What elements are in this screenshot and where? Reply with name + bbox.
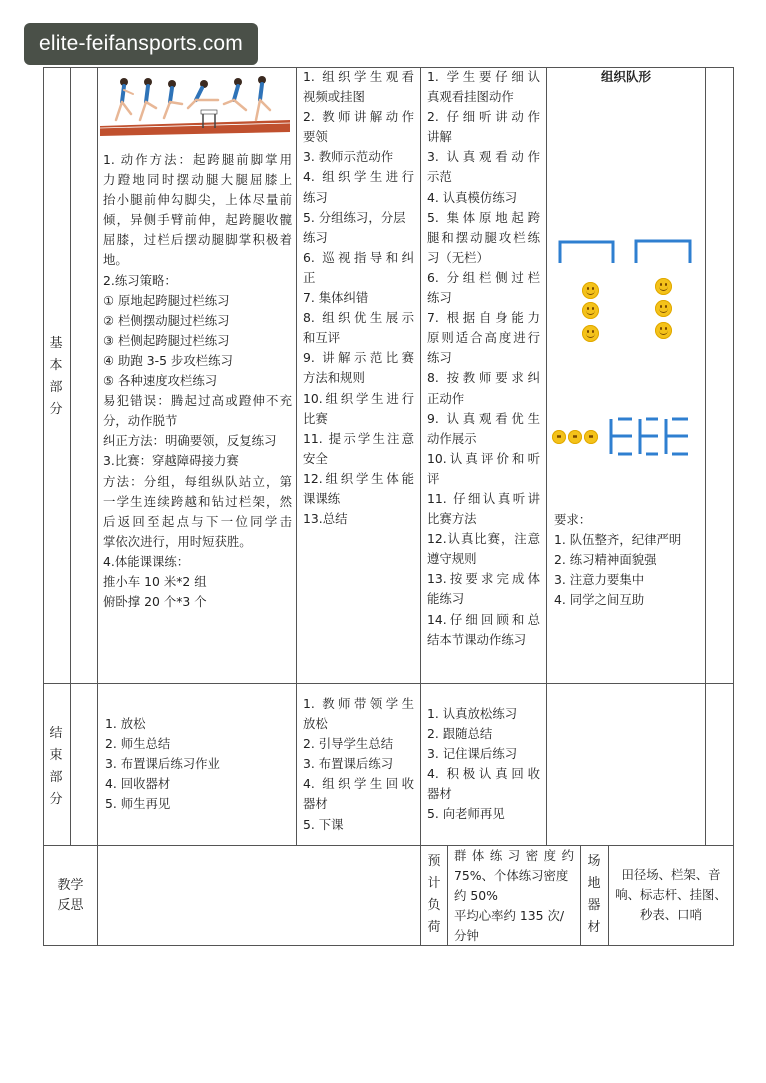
section-label-ending: 结 束 部 分 <box>49 726 63 807</box>
student-smiley-icon <box>552 430 566 444</box>
student-smiley-icon <box>584 430 598 444</box>
student-smiley-icon <box>655 278 672 295</box>
student-smiley-icon <box>582 302 599 319</box>
student-smiley-icon <box>655 322 672 339</box>
student-smiley-icon <box>582 282 599 299</box>
expected-load-text: 群体练习密度约 75%、个体练习密度 约 50% 平均心率约 135 次/ 分钟 <box>454 848 574 944</box>
organization-title: 组织队形 <box>600 69 651 84</box>
hurdling-illustration <box>100 70 290 140</box>
section-label-reflection: 教学 反思 <box>57 878 84 913</box>
formation-diagram-relay-hurdles <box>608 416 698 458</box>
formation-diagram-hurdles <box>555 236 700 266</box>
expected-load-label: 预 计 负 荷 <box>427 854 441 935</box>
ending-teacher-activities: 1. 教师带领学生 放松 2. 引导学生总结 3. 布置课后练习 4. 组织学生回收 器材 5. 下课 <box>303 696 414 832</box>
section-label-basic: 基 本 部 分 <box>49 336 63 417</box>
student-smiley-icon <box>568 430 582 444</box>
equipment-label: 场 地 器 材 <box>587 854 601 935</box>
basic-teacher-activities: 1. 组织学生观看 视频或挂图 2. 教师讲解动作 要领 3. 教师示范动作 4. 组织学生进行 练习 5. 分组练习，分层 练习 6. 巡视指导和纠 正 7. 集体纠错 8. 组织优生展示 和互评 9. 讲解示范比赛 方法和规则 10.组织学生进行 比赛 11. 提示学生注意 安全 12.组织学生体能 课课练 13.总结 <box>303 69 414 527</box>
ending-content: 1. 放松 2. 师生总结 3. 布置课后练习作业 4. 回收器材 5. 师生再见 <box>105 716 220 812</box>
watermark: elite-feifansports.com <box>24 23 258 65</box>
ending-student-activities: 1. 认真放松练习 2. 跟随总结 3. 记住课后练习 4. 积极认真回收 器材 5. 向老师再见 <box>427 706 540 822</box>
requirements: 要求： 1. 队伍整齐，纪律严明 2. 练习精神面貌强 3. 注意力要集中 4. 同学之间互助 <box>554 512 682 608</box>
equipment-text: 田径场、栏架、音 响、标志杆、挂图、 秒表、口哨 <box>615 867 727 923</box>
student-smiley-icon <box>655 300 672 317</box>
basic-student-activities: 1. 学生要仔细认 真观看挂图动作 2. 仔细听讲动作 讲解 3. 认真观看动作 示范 4. 认真模仿练习 5. 集体原地起跨 腿和摆动腿攻栏练 习（无栏） 6. 分组栏侧过栏 练习 7. 根据自身能力 原则适合高度进行 练习 8. 按教师要求纠 正动作 9. 认真观看优生 动作展示 10.认真评价和听 评 11. 仔细认真听讲 比赛方法 12.认真比赛，注意 遵守规则 13.按要求完成体 能练习 14.仔细回顾和总 结本节课动作练习 <box>427 69 540 647</box>
basic-content: 1. 动作方法：起跨腿前脚掌用 力蹬地同时摆动腿大腿屈膝上 抬小腿前伸勾脚尖，上体尽量前 倾，异侧手臂前伸，起跨腿收髋 屈膝，过栏后摆动腿脚掌积极着 地。 2.练习策略： ① 原地起跨腿过栏练习 ② 栏侧摆动腿过栏练习 ③ 栏侧起跨腿过栏练习 ④ 助跑 3-5 步攻栏练习 ⑤ 各种速度攻栏练习 易犯错误：腾起过高或蹬伸不充 分，动作脱节 纠正方法：明确要领，反复练习 3.比赛：穿越障碍接力赛 方法：分组，每组纵队站立，第 一学生连续跨越和钻过栏架，然 后返回至起点与下一位同学击 掌依次进行，用时短获胜。 4.体能课课练： 推小车 10 米*2 组 俯卧撑 20 个*3 个 <box>103 152 292 610</box>
student-smiley-icon <box>582 325 599 342</box>
